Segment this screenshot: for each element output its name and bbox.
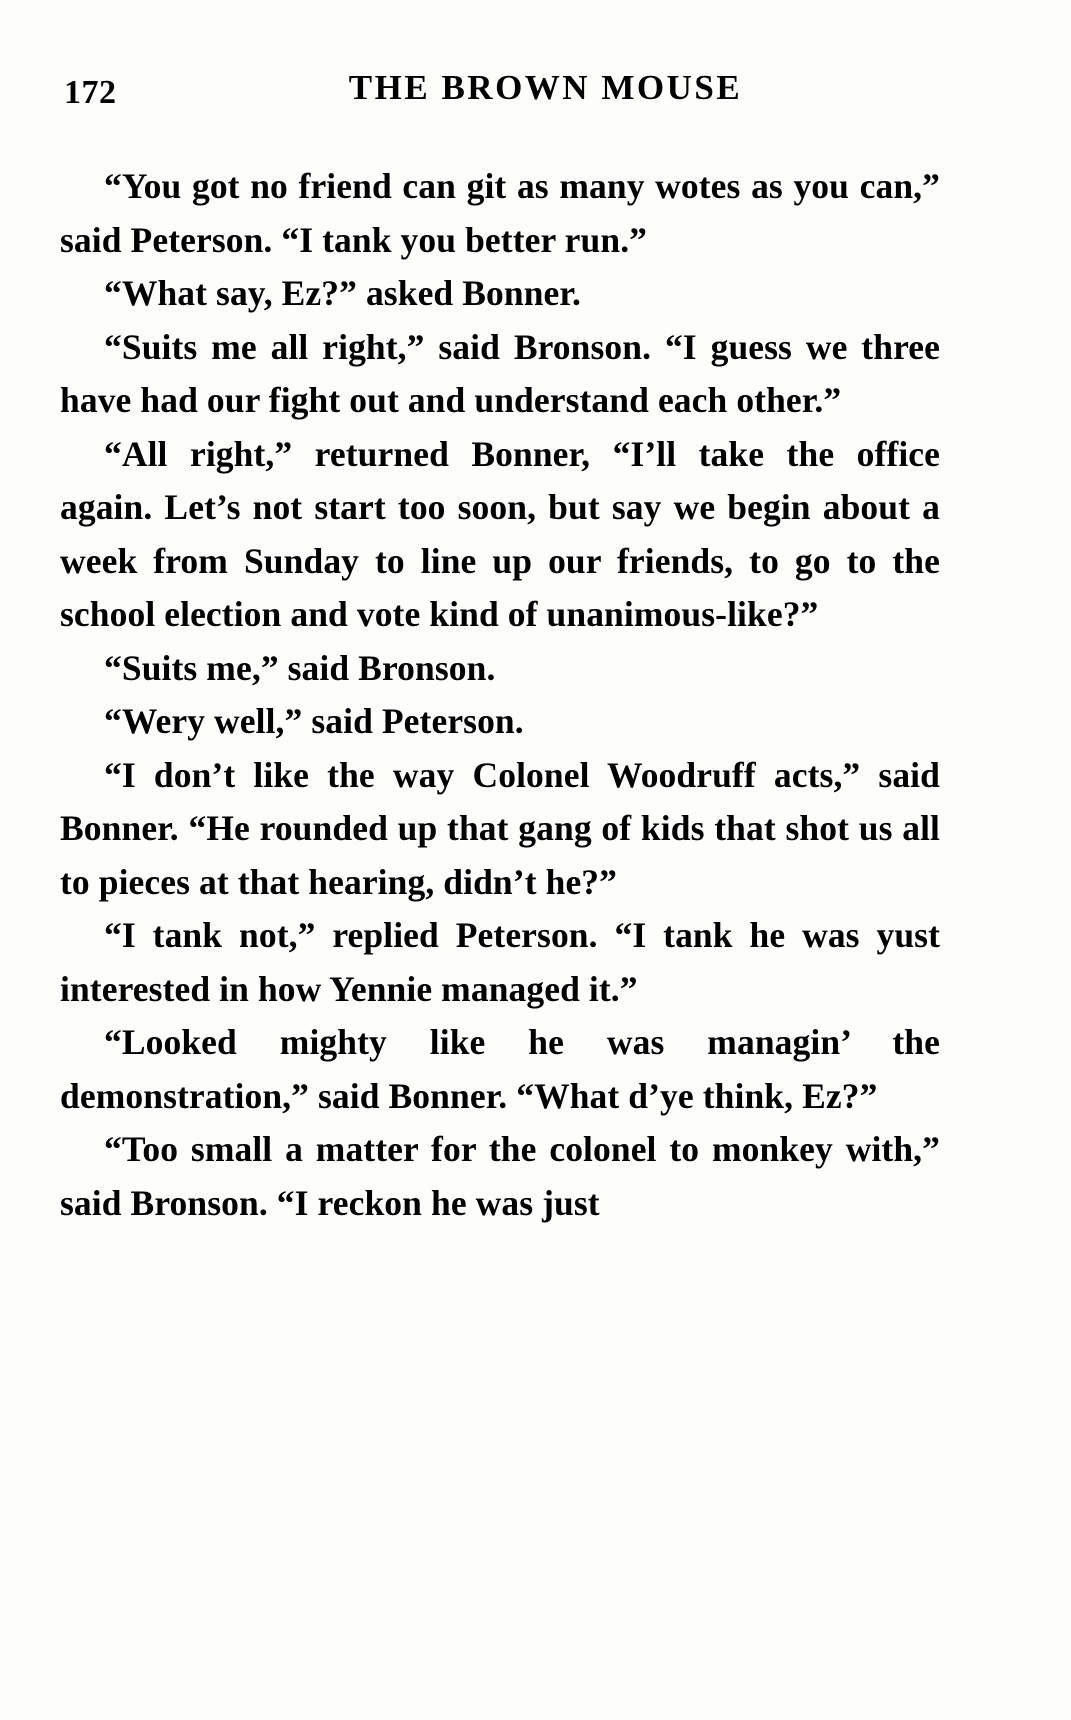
page-body xyxy=(60,160,940,1230)
paragraph: “Suits me,” said Bronson. xyxy=(104,647,496,688)
page-number: 172 xyxy=(64,74,117,111)
running-title: THE BROWN MOUSE xyxy=(348,68,743,107)
page-header xyxy=(64,68,1007,120)
paragraph: “I don’t like the way Colonel Woodruff acts,” said Bonner. “He rounded up that gang of kids that shot us all to pieces at that hearing, didn’t he?” xyxy=(60,754,940,902)
paragraph: “Wery well,” said Peterson. xyxy=(104,701,524,741)
paragraph: “Looked mighty like he was managin’ the demonstration,” said Bonner. “What d’ye think, Ez?” xyxy=(60,1022,940,1116)
paragraph: “What say, Ez?” asked Bonner. xyxy=(104,273,581,313)
paragraph: “You got no friend can git as many wotes as you can,” said Peterson. “I tank you better run.” xyxy=(60,166,940,260)
paragraph: “I tank not,” replied Peterson. “I tank he was yust interested in how Yennie managed it.” xyxy=(60,915,940,1009)
paragraph: “Suits me all right,” said Bronson. “I guess we three have had our fight out and understand each other.” xyxy=(60,326,940,420)
paragraph: “All right,” returned Bonner, “I’ll take the office again. Let’s not start too soon, but say we begin about a week from Sunday to line up our friends, to go to the school election and vote kind of unanimous-like?” xyxy=(60,433,940,634)
paragraph: “Too small a matter for the colonel to monkey with,” said Bronson. “I reckon he was just xyxy=(60,1129,940,1223)
